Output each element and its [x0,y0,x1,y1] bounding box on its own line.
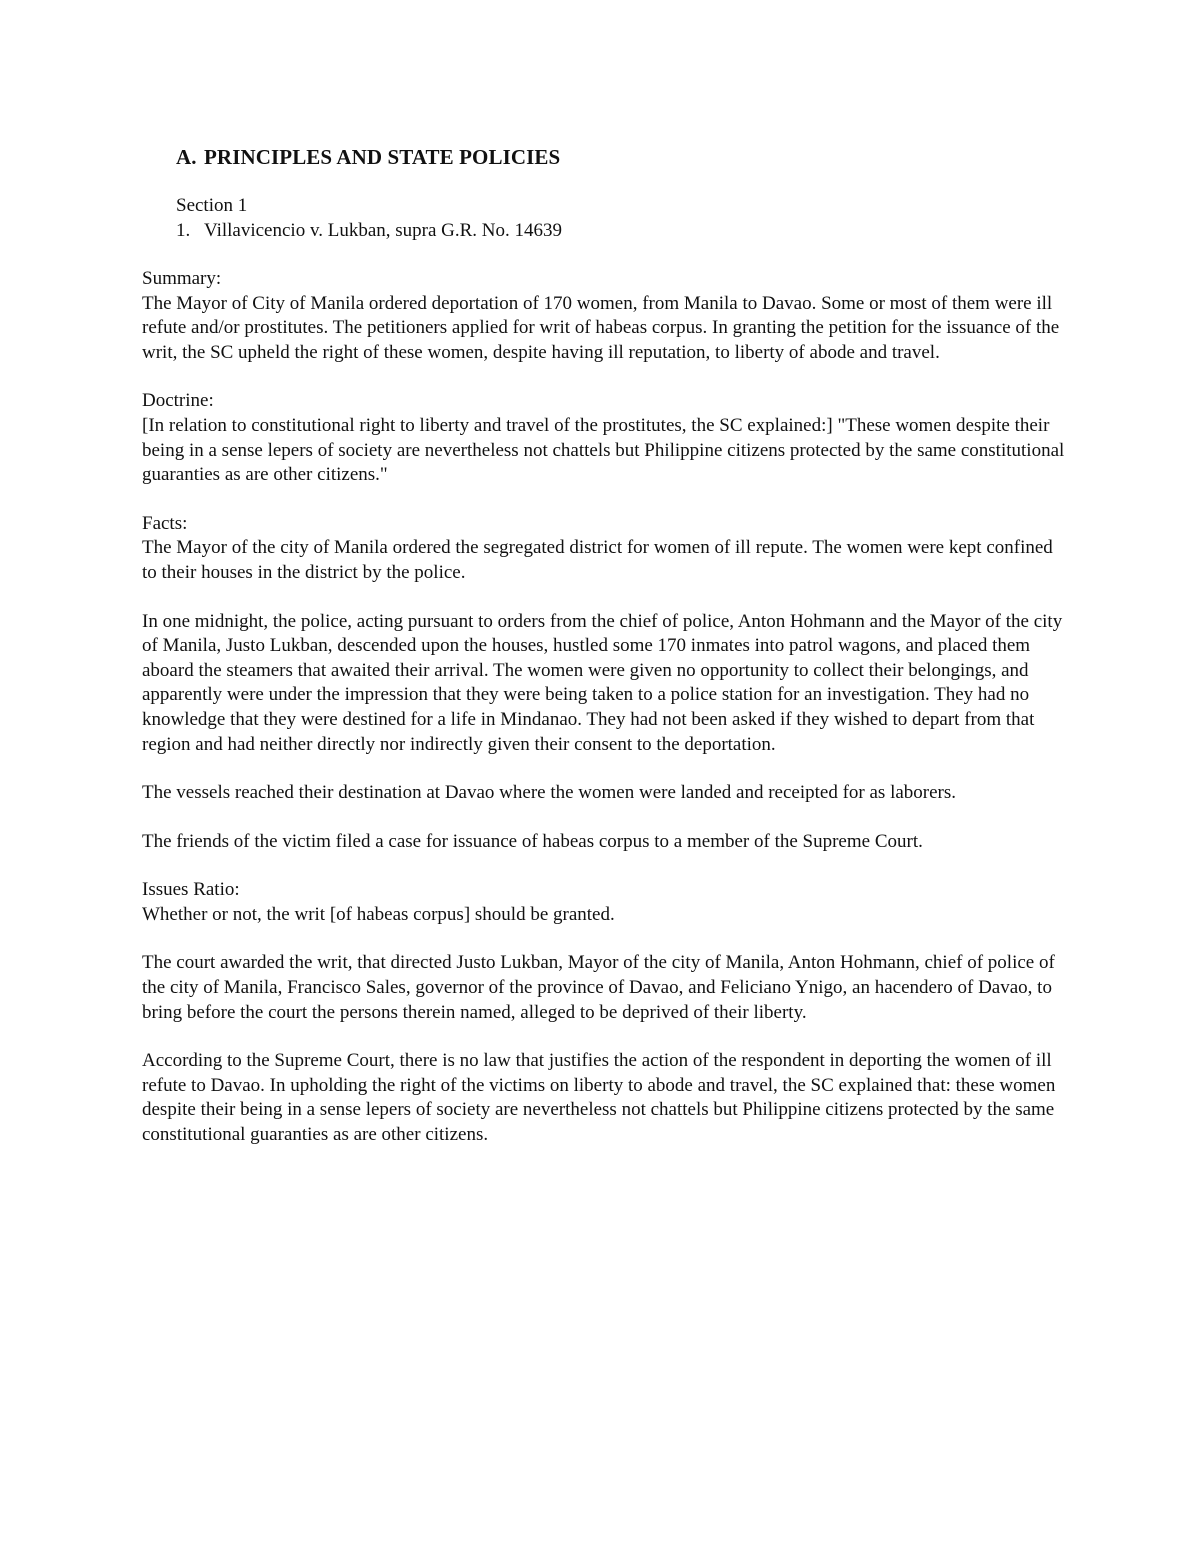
issue-question: Whether or not, the writ [of habeas corpus] should be granted. [142,903,615,925]
facts-paragraph: In one midnight, the police, acting pursuant to orders from the chief of police, Anton Hohmann and the Mayor of the city of Manila, Justo Lukban, descended upon the houses, hustled some 170 inmates into patrol wagons, and placed them aboard the steamers that awaited their arrival. The women were given no opportunity to collect their belongings, and apparently were under the impression that they were being taken to a police station for an investigation. They had no knowledge that they were destined for a life in Mindanao. They had not been asked if they wished to depart from that region and had neither directly nor indirectly given their consent to the deportation. [142,610,1063,755]
heading-title: PRINCIPLES AND STATE POLICIES [204,145,561,169]
section-label: Section 1 [176,195,248,216]
heading-letter: A. [176,145,197,169]
facts-paragraph: The friends of the victim filed a case for issuance of habeas corpus to a member of the Supreme Court. [142,830,923,852]
doctrine-label: Doctrine: [142,390,214,412]
doctrine-block [142,389,1072,487]
facts-paragraph: The vessels reached their destination at Davao where the women were landed and receipted for as laborers. [142,782,957,804]
facts-label: Facts: [142,512,188,534]
facts-paragraph: The Mayor of the city of Manila ordered the segregated district for women of ill repute. The women were kept confined to their houses in the district by the police. [142,537,1053,583]
ruling-paragraph: According to the Supreme Court, there is no law that justifies the action of the respondent in deporting the women of ill refute to Davao. In upholding the right of the victims on liberty to abode and travel, the SC explained that: these women despite their being in a sense lepers of society are nevertheless not chattels but Philippine citizens protected by the same constitutional guaranties as are other citizens. [142,1050,1056,1146]
facts-block [142,512,1072,586]
doctrine-text: [In relation to constitutional right to liberty and travel of the prostitutes, the SC explained:] "These women despite their being in a sense lepers of society are nevertheless not chattels but Philippine citizens protected by the same constitutional guaranties as are other citizens." [142,414,1065,486]
case-title: Villavicencio v. Lukban, supra G.R. No. 14639 [204,220,563,241]
summary-text: The Mayor of City of Manila ordered deportation of 170 women, from Manila to Davao. Some or most of them were ill refute and/or prostitutes. The petitioners applied for writ of habeas corpus. In granting the petition for the issuance of the writ, the SC upheld the right of these women, despite having ill reputation, to liberty of abode and travel. [142,292,1060,363]
ruling-paragraph: The court awarded the writ, that directed Justo Lukban, Mayor of the city of Manila, Anton Hohmann, chief of police of the city of Manila, Francisco Sales, governor of the province of Davao, and Feliciano Ynigo, an hacendero of Davao, to bring before the court the persons therein named, alleged to be deprived of their liberty. [142,952,1055,1023]
case-title-line [176,218,1072,243]
case-number: 1. [176,220,191,241]
summary-block [142,267,1072,365]
issues-block [142,878,1072,927]
document-body [142,143,1072,1148]
issues-label: Issues Ratio: [142,879,240,901]
summary-label: Summary: [142,268,222,289]
section-heading [176,143,1072,171]
